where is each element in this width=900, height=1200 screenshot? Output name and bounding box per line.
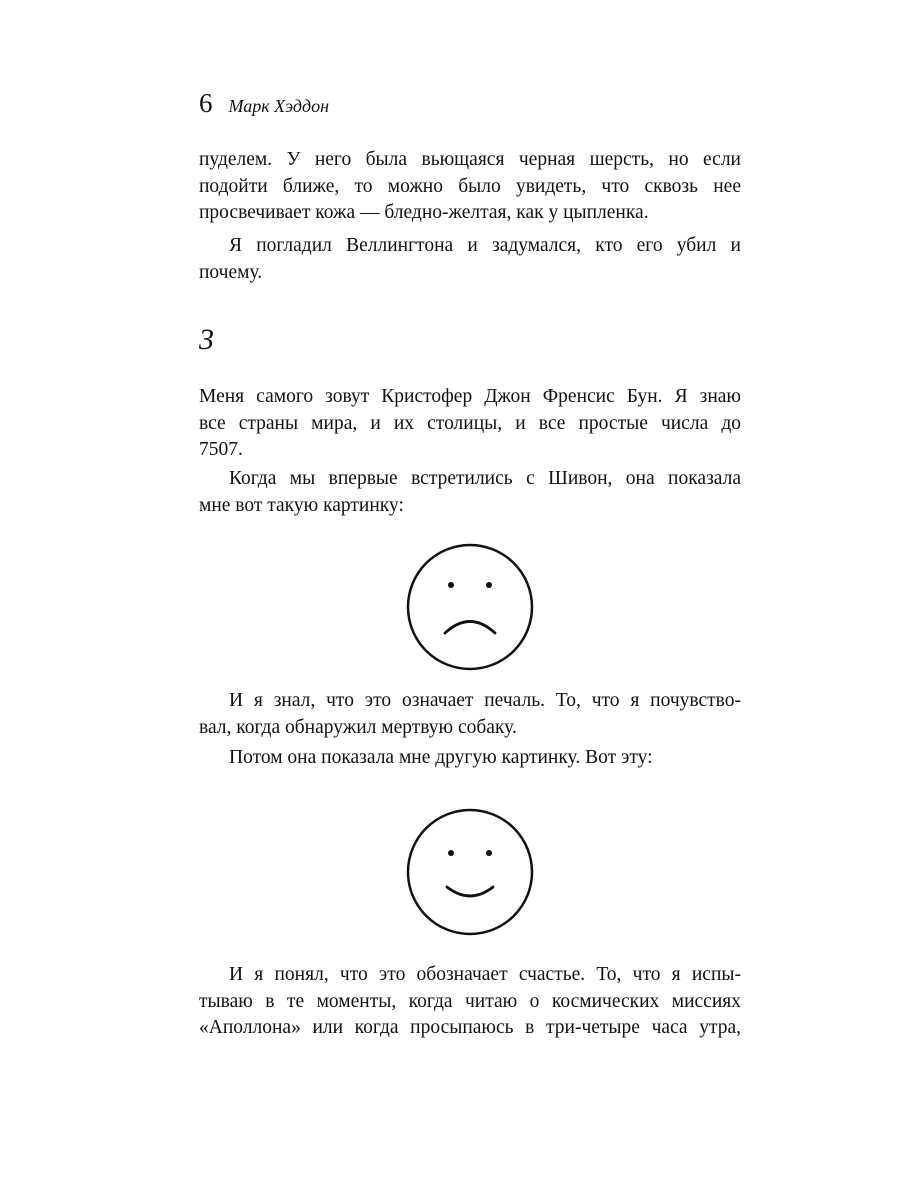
paragraph-4 [199,466,741,519]
page-number: 6 [199,88,213,118]
text-line: пуделем. У него была вьющаяся черная шерсть, но если [199,149,741,170]
text-line: «Аполлона» или когда просыпаюсь в три-четыре часа утра, [199,1017,741,1038]
paragraph-6 [199,745,741,772]
text-line: тываю в те моменты, когда читаю о космических миссиях [199,990,741,1012]
text-line: почему. [199,261,263,283]
text-line: Я погладил Веллингтона и задумался, кто его убил и [229,235,741,256]
text-line: Когда мы впервые встретились с Шивон, она показала [229,468,741,489]
running-title: Марк Хэддон [228,96,329,116]
text-line: подойти ближе, то можно было увидеть, что сквозь нее [199,175,741,197]
chapter-number: 3 [199,323,214,356]
text-line: 7507. [199,439,243,460]
text-line: вал, когда обнаружил мертвую собаку. [199,716,517,738]
text-line: И я знал, что это означает печаль. То, что я почувство- [229,690,741,711]
text-line: Потом она показала мне другую картинку. Вот эту: [229,747,653,768]
paragraph-2 [199,233,741,286]
paragraph-5 [199,688,741,741]
text-line: И я понял, что это обозначает счастье. То, что я испы- [229,964,741,985]
paragraph-3 [199,384,741,464]
text-line: просвечивает кожа — бледно-желтая, как у цыпленка. [199,202,649,223]
text-line: Меня самого зовут Кристофер Джон Френсис Бун. Я знаю [199,386,741,407]
sad-face-icon [405,542,535,672]
text-line: все страны мира, и их столицы, и все простые числа до [199,412,741,434]
paragraph-7 [199,962,741,1042]
book-page [199,0,741,1200]
text-line: мне вот такую картинку: [199,494,404,516]
paragraph-1 [199,147,741,227]
page-header [199,88,329,119]
happy-face-icon [405,807,535,937]
